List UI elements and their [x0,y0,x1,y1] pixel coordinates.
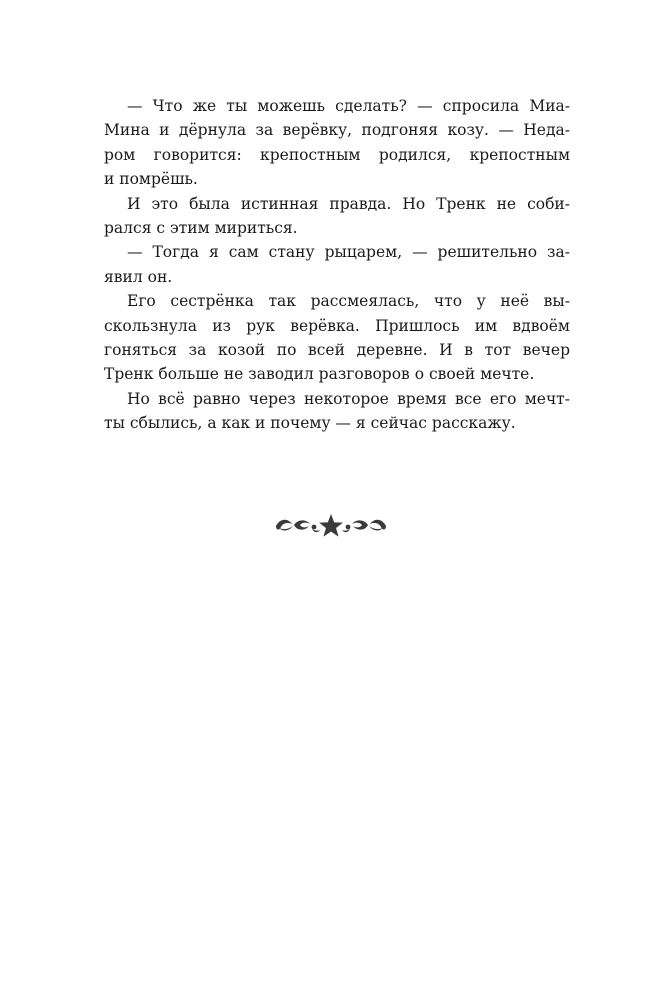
text-line: гоняться за козой по всей деревне. И в тот вечер [104,340,570,359]
text-line: — Что же ты можешь сделать? — спросила Миа- [127,97,570,115]
text-line: явил он. [104,267,173,286]
text-line: Его сестрёнка так рассмеялась, что у неё вы- [127,292,570,311]
floral-star-ornament-icon [274,510,388,540]
text-line: Тренк больше не заводил разговоров о своей мечте. [104,365,535,384]
text-line: рался с этим мириться. [104,218,298,237]
text-line: и помрёшь. [104,170,198,189]
text-line: Мина и дёрнула за верёвку, подгоняя козу. — Неда- [104,121,570,140]
text-line: скользнула из рук верёвка. Пришлось им вдвоём [104,316,570,335]
text-line: — Тогда я сам стану рыцарем, — решительно за- [127,243,570,262]
text-block [104,94,570,435]
text-line: Но всё равно через некоторое время все его мечт- [127,389,570,408]
text-line: ты сбылись, а как и почему — я сейчас расскажу. [104,414,516,433]
text-line: ром говорится: крепостным родился, крепостным [104,145,570,164]
text-line: И это была истинная правда. Но Тренк не соби- [127,194,570,213]
